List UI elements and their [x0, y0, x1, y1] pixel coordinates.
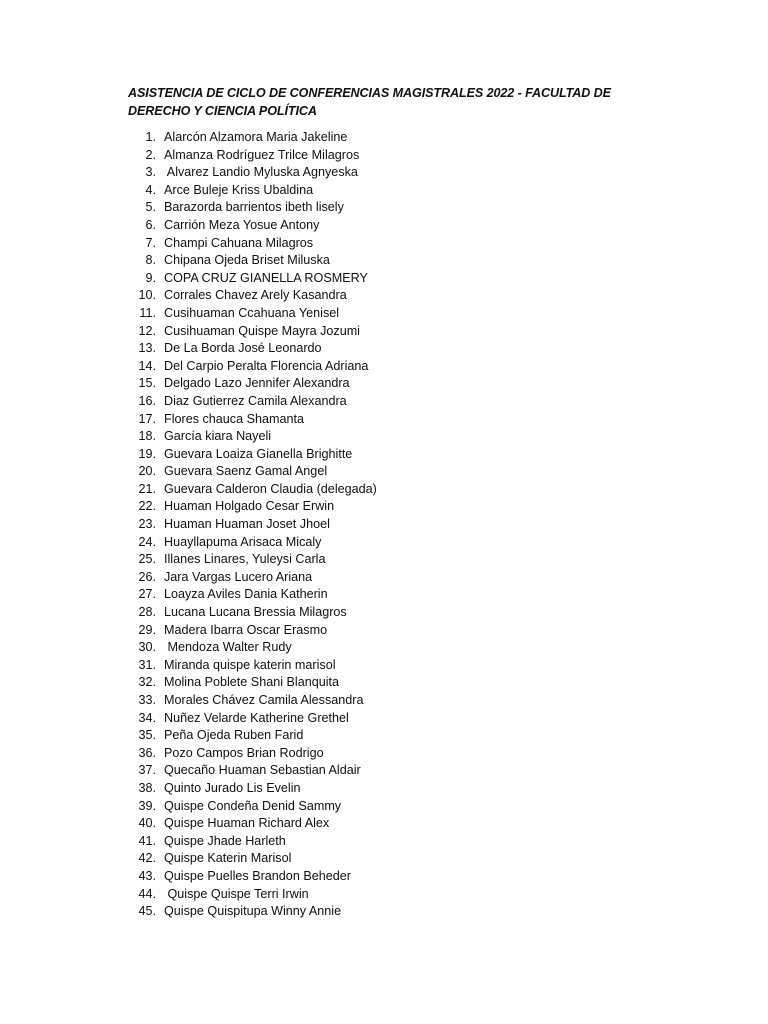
attendee-name: Jara Vargas Lucero Ariana [164, 569, 313, 584]
list-item-number: 25. [138, 552, 156, 567]
attendee-name: Huayllapuma Arisaca Micaly [164, 534, 322, 549]
list-item [120, 182, 640, 200]
list-item-number: 20. [138, 464, 156, 479]
attendee-name: Chipana Ojeda Briset Miluska [164, 253, 330, 268]
list-item [120, 551, 640, 569]
attendee-name: Guevara Loaiza Gianella Brighitte [164, 446, 353, 461]
list-item [120, 305, 640, 323]
list-item-number: 33. [138, 693, 156, 707]
list-item-number: 13. [138, 341, 156, 356]
attendee-name: Quispe Huaman Richard Alex [164, 816, 330, 831]
attendee-name: Madera Ibarra Oscar Erasmo [164, 622, 328, 637]
list-item [120, 745, 640, 763]
list-item [120, 340, 640, 358]
list-item [120, 463, 640, 481]
list-item [120, 815, 640, 833]
list-item [120, 323, 640, 341]
list-item [120, 604, 640, 622]
list-item [120, 622, 640, 640]
attendee-name: Huaman Huaman Joset Jhoel [164, 517, 330, 532]
list-item [120, 446, 640, 464]
list-item-number: 4. [145, 182, 156, 197]
list-item [120, 868, 640, 886]
attendee-name: COPA CRUZ GIANELLA ROSMERY [164, 270, 368, 285]
list-item-number: 40. [138, 816, 156, 831]
attendee-name: Quecaño Huaman Sebastian Aldair [164, 763, 361, 778]
attendee-name: Quispe Katerin Marisol [164, 851, 292, 866]
list-item [120, 710, 640, 728]
list-item [120, 639, 640, 657]
attendee-name: Quispe Quispitupa Winny Annie [164, 904, 342, 919]
document-title: ASISTENCIA DE CICLO DE CONFERENCIAS MAGISTRALES 2022 - FACULTAD DE DERECHO Y CIENCIA POLÍTICA [128, 86, 611, 118]
list-item [120, 886, 640, 904]
list-item-number: 36. [138, 745, 156, 760]
list-item-number: 11. [139, 305, 156, 320]
list-item-number: 7. [145, 235, 156, 250]
attendee-name: Almanza Rodríguez Trilce Milagros [164, 147, 360, 162]
list-item [120, 833, 640, 851]
list-item-number: 14. [138, 358, 156, 373]
list-item [120, 270, 640, 288]
list-item [120, 498, 640, 516]
list-item-number: 5. [145, 200, 156, 215]
attendee-name: Delgado Lazo Jennifer Alexandra [164, 376, 350, 391]
attendee-name: Alvarez Landio Myluska Agnyeska [164, 165, 358, 180]
list-item [120, 850, 640, 868]
attendee-name: Corrales Chavez Arely Kasandra [164, 288, 347, 303]
list-item-number: 1. [145, 130, 156, 144]
attendee-name: Illanes Linares, Yuleysi Carla [164, 552, 326, 567]
list-item [120, 358, 640, 376]
attendee-name: De La Borda José Leonardo [164, 341, 322, 356]
attendee-name: Quinto Jurado Lis Evelin [164, 780, 301, 795]
list-item [120, 129, 640, 147]
attendee-name: Quispe Quispe Terri Irwin [164, 886, 309, 901]
attendee-name: Lucana Lucana Bressia Milagros [164, 605, 347, 620]
attendee-name: Morales Chávez Camila Alessandra [164, 693, 364, 707]
list-item [120, 287, 640, 305]
attendee-list [120, 129, 640, 921]
attendee-name: Mendoza Walter Rudy [164, 640, 292, 655]
list-item [120, 903, 640, 921]
list-item-number: 26. [138, 569, 156, 584]
list-item [120, 393, 640, 411]
list-item-number: 41. [138, 833, 156, 848]
list-item [120, 674, 640, 692]
list-item [120, 798, 640, 816]
list-item [120, 569, 640, 587]
list-item [120, 534, 640, 552]
list-item [120, 375, 640, 393]
list-item-number: 30. [138, 640, 156, 655]
attendee-name: Quispe Condeña Denid Sammy [164, 798, 342, 813]
list-item [120, 428, 640, 446]
list-item-number: 28. [138, 605, 156, 620]
list-item-number: 17. [138, 411, 156, 426]
list-item [120, 657, 640, 675]
list-item-number: 12. [138, 323, 156, 338]
attendee-name: Carrión Meza Yosue Antony [164, 217, 320, 232]
list-item-number: 23. [138, 517, 156, 532]
attendee-name: Miranda quispe katerin marisol [164, 657, 336, 672]
attendee-name: García kiara Nayeli [164, 429, 272, 444]
list-item [120, 586, 640, 604]
attendee-name: Molina Poblete Shani Blanquita [164, 675, 340, 690]
list-item-number: 45. [138, 904, 156, 919]
attendee-name: Diaz Gutierrez Camila Alexandra [164, 393, 347, 408]
list-item [120, 164, 640, 182]
list-item-number: 18. [138, 429, 156, 444]
list-item-number: 37. [138, 763, 156, 778]
list-item-number: 39. [138, 798, 156, 813]
list-item-number: 24. [138, 534, 156, 549]
list-item [120, 692, 640, 710]
list-item-number: 3. [145, 165, 156, 180]
list-item [120, 481, 640, 499]
list-item-number: 22. [138, 499, 156, 514]
list-item-number: 6. [145, 217, 156, 232]
attendee-name: Arce Buleje Kriss Ubaldina [164, 182, 314, 197]
attendee-name: Champi Cahuana Milagros [164, 235, 314, 250]
attendee-name: Guevara Calderon Claudia (delegada) [164, 481, 377, 496]
list-item-number: 2. [145, 147, 156, 162]
list-item-number: 31. [138, 657, 156, 672]
list-item [120, 762, 640, 780]
list-item [120, 516, 640, 534]
list-item-number: 8. [145, 253, 156, 268]
list-item-number: 43. [138, 868, 156, 883]
list-item-number: 32. [138, 675, 156, 690]
attendee-name: Huaman Holgado Cesar Erwin [164, 499, 335, 514]
list-item-number: 21. [138, 481, 156, 496]
attendee-name: Pozo Campos Brian Rodrigo [164, 745, 324, 760]
list-item-number: 16. [138, 393, 156, 408]
list-item-number: 19. [138, 446, 156, 461]
list-item-number: 44. [138, 886, 156, 901]
attendee-name: Quispe Puelles Brandon Beheder [164, 868, 351, 883]
attendee-name: Peña Ojeda Ruben Farid [164, 728, 304, 743]
list-item-number: 27. [138, 587, 156, 602]
attendee-name: Cusihuaman Ccahuana Yenisel [164, 305, 340, 320]
attendee-name: Flores chauca Shamanta [164, 411, 305, 426]
list-item-number: 35. [138, 728, 156, 743]
attendee-name: Guevara Saenz Gamal Angel [164, 464, 328, 479]
list-item-number: 34. [138, 710, 156, 725]
list-item [120, 147, 640, 165]
list-item [120, 217, 640, 235]
attendee-name: Del Carpio Peralta Florencia Adriana [164, 358, 369, 373]
attendee-name: Cusihuaman Quispe Mayra Jozumi [164, 323, 360, 338]
attendee-name: Quispe Jhade Harleth [164, 833, 286, 848]
attendee-name: Alarcón Alzamora Maria Jakeline [164, 130, 348, 144]
list-item [120, 780, 640, 798]
list-item-number: 42. [138, 851, 156, 866]
list-item [120, 727, 640, 745]
list-item-number: 9. [145, 270, 156, 285]
list-item-number: 38. [138, 780, 156, 795]
list-item [120, 199, 640, 217]
list-item [120, 235, 640, 253]
list-item-number: 15. [138, 376, 156, 391]
attendee-name: Nuñez Velarde Katherine Grethel [164, 710, 349, 725]
list-item-number: 10. [138, 288, 156, 303]
attendee-name: Barazorda barrientos ibeth lisely [164, 200, 344, 215]
attendee-name: Loayza Aviles Dania Katherin [164, 587, 328, 602]
list-item [120, 411, 640, 429]
list-item-number: 29. [138, 622, 156, 637]
list-item [120, 252, 640, 270]
